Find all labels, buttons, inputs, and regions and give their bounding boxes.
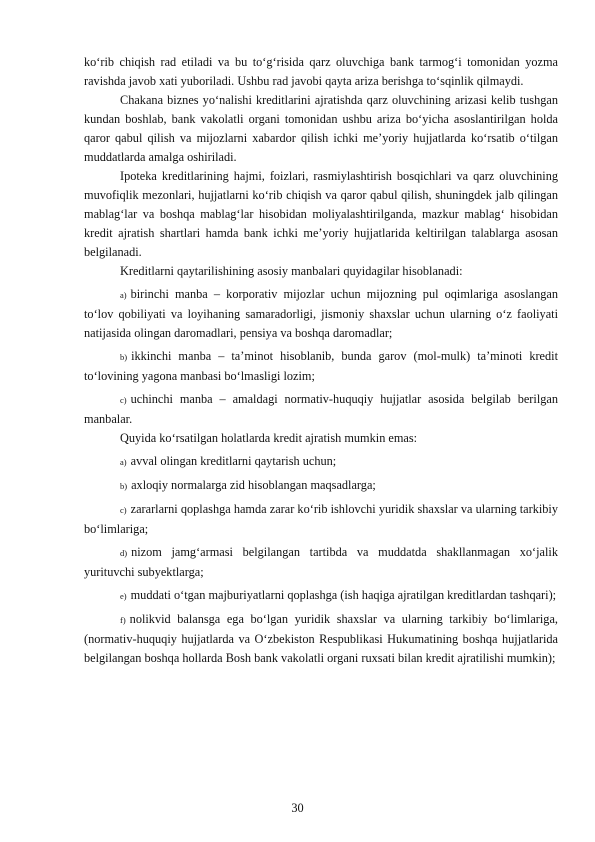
list-item-prohibition-b: [84, 476, 558, 496]
list-item-source-c: [84, 390, 558, 429]
list-item-text: axloqiy normalarga zid hisoblangan maqsadlarga;: [131, 478, 376, 492]
list-marker: e): [120, 591, 127, 601]
list-marker: b): [120, 481, 128, 491]
page-number: 30: [291, 801, 304, 815]
list-item-source-a: [84, 285, 558, 343]
paragraph-prohibitions-intro: Quyida ko‘rsatilgan holatlarda kredit ajratish mumkin emas:: [120, 431, 418, 445]
list-item-prohibition-d: [84, 543, 558, 582]
list-item-text: zararlarni qoplashga hamda zarar ko‘rib ishlovchi yuridik shaxslar va ularning tarkibiy bo‘limlariga;: [84, 502, 558, 536]
list-item-prohibition-f: [84, 610, 558, 668]
list-item-text: avval olingan kreditlarni qaytarish uchun;: [130, 454, 337, 468]
list-item-text: birinchi manba – korporativ mijozlar uchun mijozning pul oqimlariga asoslangan to‘lov qobiliyati va loyihaning samaradorligi, jismoniy shaxslar uchun ularning o‘z faoliyati natijasida olingan daromadlari, pensiya va boshqa daromadlar;: [84, 287, 558, 340]
list-item-text: nolikvid balansga ega bo‘lgan yuridik shaxslar va ularning tarkibiy bo‘limlariga, (normativ-huquqiy hujjatlarda va O‘zbekiston Respublikasi Hukumatining boshqa hujjatlarida belgilangan boshqa hollarda Bosh bank vakolatli organi ruxsati bilan kredit ajratilishi mumkin);: [84, 612, 558, 665]
list-item-source-b: [84, 347, 558, 386]
list-item-text: uchinchi manba – amaldagi normativ-huquqiy hujjatlar asosida belgilab berilgan manbalar.: [84, 392, 558, 426]
list-item-prohibition-e: [84, 586, 558, 606]
list-marker: f): [120, 615, 126, 625]
list-marker: d): [120, 548, 128, 558]
paragraph-mortgage-credit: Ipoteka kreditlarining hajmi, foizlari, rasmiylashtirish bosqichlari va qarz oluvchining muvofiqlik mezonlari, hujjatlarni ko‘rib chiqish va qaror qabul qilish, shuningdek jalb qilingan mablag‘lar va boshqa mablag‘lar hisobidan moliyalashtirilganda, mazkur mablag‘ hisobidan kredit ajratish shartlari hamda bank ichki me’yoriy hujjatlarida keltirilgan talablarga asosan belgilanadi.: [84, 169, 558, 259]
paragraph-continuation: ko‘rib chiqish rad etiladi va bu to‘g‘risida qarz oluvchiga bank tarmog‘i tomonidan yozma ravishda javob xati yuboriladi. Ushbu rad javobi qayta ariza berishga to‘sqinlik qilmaydi.: [84, 55, 558, 88]
paragraph-repayment-sources-intro: Kreditlarni qaytarilishining asosiy manbalari quyidagilar hisoblanadi:: [120, 264, 463, 278]
list-marker: b): [120, 352, 128, 362]
list-item-text: ikkinchi manba – ta’minot hisoblanib, bunda garov (mol-mulk) ta’minoti kredit to‘lovining yagona manbasi bo‘lmasligi lozim;: [84, 349, 558, 383]
list-marker: a): [120, 457, 127, 467]
list-marker: c): [120, 505, 127, 515]
list-item-prohibition-c: [84, 500, 558, 539]
list-item-prohibition-a: [84, 452, 558, 472]
list-marker: c): [120, 395, 127, 405]
list-marker: a): [120, 290, 127, 300]
list-item-text: nizom jamg‘armasi belgilangan tartibda va muddatda shakllanmagan xo‘jalik yurituvchi subyektlarga;: [84, 545, 558, 579]
paragraph-retail-credit: Chakana biznes yo‘nalishi kreditlarini ajratishda qarz oluvchining arizasi kelib tushgan kundan boshlab, bank vakolatli organi tomonidan ushbu ariza bo‘yicha asoslantirilgan holda qaror qabul qilish va mijozlarni xabardor qilish ichki me’yoriy hujjatlarda ko‘rsatib o‘tilgan muddatlarda amalga oshiriladi.: [84, 93, 558, 164]
list-item-text: muddati o‘tgan majburiyatlarni qoplashga (ish haqiga ajratilgan kreditlardan tashqari);: [130, 588, 557, 602]
